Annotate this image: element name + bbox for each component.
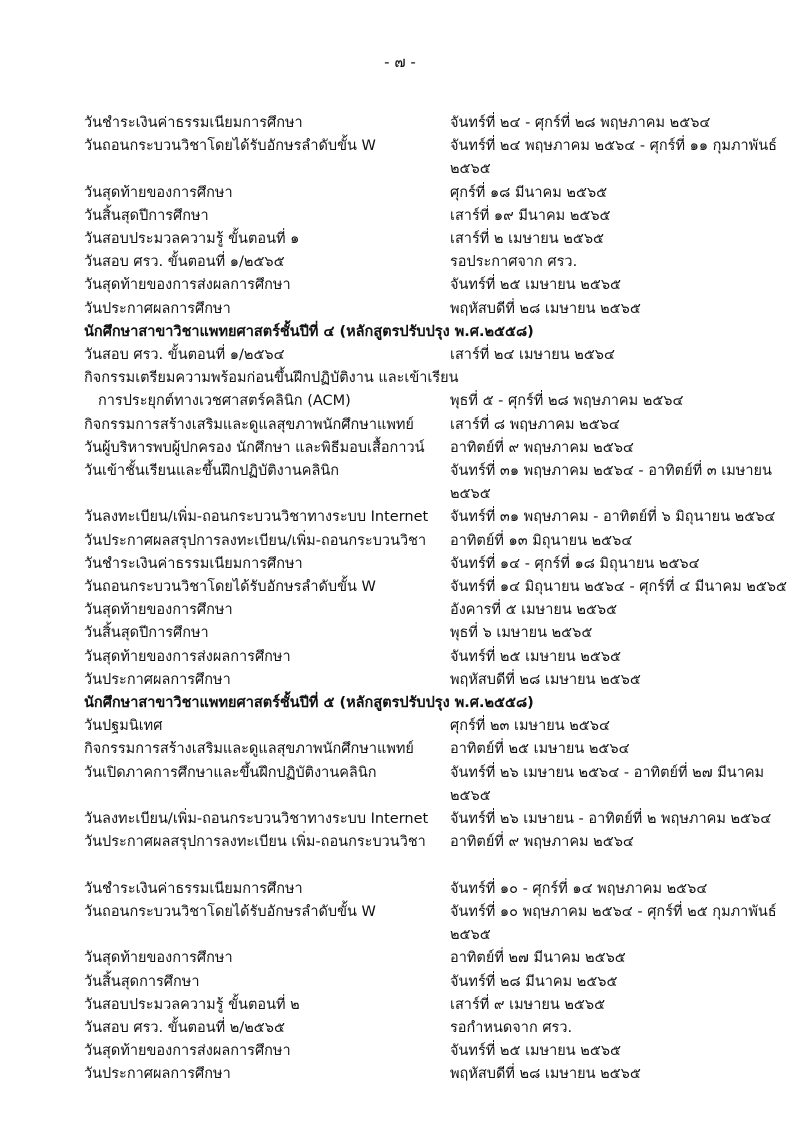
row-label: วันสุดท้ายของการส่งผลการศึกษา <box>84 648 291 665</box>
schedule-row <box>84 414 774 437</box>
schedule-row <box>84 460 774 483</box>
row-label: วันสอบ ศรว. ขั้นตอนที่ ๑/๒๕๖๕ <box>84 254 285 271</box>
schedule-row <box>84 947 774 970</box>
row-label: วันสอบ ศรว. ขั้นตอนที่ ๒/๒๕๖๕ <box>84 1019 285 1036</box>
row-date: พุธที่ ๕ - ศุกร์ที่ ๒๘ พฤษภาคม ๒๕๖๔ <box>450 393 684 410</box>
schedule-row <box>84 878 774 901</box>
row-date: จันทร์ที่ ๓๑ พฤษภาคม ๒๕๖๔ - อาทิตย์ที่ ๓ เมษายน <box>450 463 772 480</box>
schedule-row <box>84 135 778 158</box>
row-date: จันทร์ที่ ๒๕ เมษายน ๒๕๖๕ <box>450 1043 622 1060</box>
row-label: วันสิ้นสุดปีการศึกษา <box>84 207 209 224</box>
section-heading: นักศึกษาสาขาวิชาแพทยศาสตร์ชั้นปีที่ ๕ (หลักสูตรปรับปรุง พ.ศ.๒๕๕๘) <box>84 695 534 712</box>
row-date: เสาร์ที่ ๒๔ เมษายน ๒๕๖๔ <box>450 347 615 364</box>
row-date: พฤหัสบดีที่ ๒๘ เมษายน ๒๕๖๕ <box>450 300 641 317</box>
schedule-row <box>84 715 774 738</box>
row-date: จันทร์ที่ ๑๔ - ศุกร์ที่ ๑๘ มิถุนายน ๒๕๖๔ <box>450 555 700 572</box>
row-date: อาทิตย์ที่ ๒๕ เมษายน ๒๕๖๔ <box>450 741 630 758</box>
row-label: วันปฐมนิเทศ <box>84 718 163 735</box>
row-label: วันชำระเงินค่าธรรมเนียมการศึกษา <box>84 115 303 131</box>
blank-line <box>84 855 774 878</box>
schedule-row <box>84 901 777 924</box>
section-heading: นักศึกษาสาขาวิชาแพทยศาสตร์ชั้นปีที่ ๔ (หลักสูตรปรับปรุง พ.ศ.๒๕๕๘) <box>84 323 534 340</box>
row-label: วันสุดท้ายของการส่งผลการศึกษา <box>84 277 291 294</box>
schedule-row-continuation <box>84 924 774 947</box>
row-date: จันทร์ที่ ๒๕ เมษายน ๒๕๖๕ <box>450 648 622 665</box>
row-label: วันชำระเงินค่าธรรมเนียมการศึกษา <box>84 555 303 572</box>
row-label: วันสิ้นสุดปีการศึกษา <box>84 625 209 642</box>
schedule-row <box>84 506 774 529</box>
row-date: เสาร์ที่ ๒ เมษายน ๒๕๖๕ <box>450 231 605 248</box>
section-year4 <box>84 321 787 692</box>
row-label: กิจกรรมการสร้างเสริมและดูแลสุขภาพนักศึกษาแพทย์ <box>84 741 414 758</box>
schedule-row <box>84 274 774 297</box>
schedule-row <box>84 576 787 599</box>
row-date: อาทิตย์ที่ ๑๓ มิถุนายน ๒๕๖๔ <box>450 532 633 549</box>
page-number: - ๗ - <box>384 53 416 71</box>
row-label: วันลงทะเบียน/เพิ่ม-ถอนกระบวนวิชาทางระบบ Internet <box>84 811 429 828</box>
row-date: จันทร์ที่ ๒๘ มีนาคม ๒๕๖๕ <box>450 973 618 990</box>
row-date: จันทร์ที่ ๒๕ เมษายน ๒๕๖๕ <box>450 277 622 294</box>
row-label: วันชำระเงินค่าธรรมเนียมการศึกษา <box>84 880 303 897</box>
schedule-row <box>84 228 774 251</box>
schedule-row <box>84 599 774 622</box>
schedule-row <box>84 437 774 460</box>
section-year5 <box>84 692 777 1086</box>
row-date: จันทร์ที่ ๒๖ เมษายน ๒๕๖๔ - อาทิตย์ที่ ๒๗ มีนาคม <box>450 764 765 781</box>
row-label: วันสอบประมวลความรู้ ขั้นตอนที่ ๑ <box>84 231 300 248</box>
row-label: วันผู้บริหารพบผู้ปกครอง นักศึกษา และพิธีมอบเสื้อกาวน์ <box>84 439 425 456</box>
row-label: วันสอบประมวลความรู้ ขั้นตอนที่ ๒ <box>84 996 300 1013</box>
row-label: วันประกาศผลการศึกษา <box>84 671 231 688</box>
schedule-row <box>84 808 774 831</box>
row-date: พฤหัสบดีที่ ๒๘ เมษายน ๒๕๖๕ <box>450 671 641 688</box>
row-date: ศุกร์ที่ ๒๓ เมษายน ๒๕๖๔ <box>450 718 610 735</box>
row-label: วันสุดท้ายของการศึกษา <box>84 184 233 201</box>
row-date-continued: ๒๕๖๕ <box>450 927 491 944</box>
row-date: รอประกาศจาก ศรว. <box>450 254 578 271</box>
schedule-row <box>84 112 774 135</box>
row-label: วันสอบ ศรว. ขั้นตอนที่ ๑/๒๕๖๔ <box>84 347 285 364</box>
schedule-row <box>84 622 774 645</box>
schedule-row <box>84 251 774 274</box>
row-date: จันทร์ที่ ๑๔ มิถุนายน ๒๕๖๔ - ศุกร์ที่ ๔ มีนาคม ๒๕๖๕ <box>450 579 787 596</box>
row-label: วันประกาศผลสรุปการลงทะเบียน เพิ่ม-ถอนกระบวนวิชา <box>84 834 426 851</box>
schedule-row-continuation <box>84 158 774 181</box>
calendar-content <box>84 112 787 1087</box>
row-label: วันถอนกระบวนวิชาโดยได้รับอักษรลำดับขั้น W <box>84 579 376 596</box>
row-label: วันเปิดภาคการศึกษาและขึ้นฝึกปฏิบัติงานคลินิก <box>84 764 377 781</box>
schedule-row <box>84 553 774 576</box>
row-date: รอกำหนดจาก ศรว. <box>450 1019 573 1036</box>
row-date: จันทร์ที่ ๒๖ เมษายน - อาทิตย์ที่ ๒ พฤษภาคม ๒๕๖๔ <box>450 811 772 828</box>
schedule-row <box>84 646 774 669</box>
row-date: อังคารที่ ๕ เมษายน ๒๕๖๕ <box>450 602 618 619</box>
schedule-row <box>84 994 774 1017</box>
row-date: พฤหัสบดีที่ ๒๘ เมษายน ๒๕๖๕ <box>450 1066 641 1083</box>
row-date: จันทร์ที่ ๓๑ พฤษภาคม - อาทิตย์ที่ ๖ มิถุนายน ๒๕๖๔ <box>450 509 776 526</box>
schedule-row <box>84 738 774 761</box>
row-date: เสาร์ที่ ๘ พฤษภาคม ๒๕๖๔ <box>450 416 620 433</box>
schedule-row <box>84 530 774 553</box>
row-label: กิจกรรมการสร้างเสริมและดูแลสุขภาพนักศึกษาแพทย์ <box>84 416 414 433</box>
schedule-row <box>84 1017 774 1040</box>
schedule-row-continuation <box>84 785 774 808</box>
schedule-row <box>84 1063 774 1086</box>
row-label-continued: การประยุกต์ทางเวชศาสตร์คลินิก (ACM) <box>98 393 351 410</box>
row-date-continued: ๒๕๖๕ <box>450 787 491 804</box>
schedule-row <box>84 1040 774 1063</box>
schedule-row <box>84 205 774 228</box>
row-label: วันเข้าชั้นเรียนและขึ้นฝึกปฏิบัติงานคลินิก <box>84 463 340 480</box>
row-label: กิจกรรมเตรียมความพร้อมก่อนขึ้นฝึกปฏิบัติงาน และเข้าเรียน <box>84 370 459 387</box>
row-date: จันทร์ที่ ๑๐ พฤษภาคม ๒๕๖๔ - ศุกร์ที่ ๒๕ กุมภาพันธ์ <box>450 903 777 920</box>
row-label: วันถอนกระบวนวิชาโดยได้รับอักษรลำดับขั้น W <box>84 138 376 155</box>
row-date: จันทร์ที่ ๒๔ - ศุกร์ที่ ๒๘ พฤษภาคม ๒๕๖๔ <box>450 115 711 131</box>
schedule-row <box>84 831 774 854</box>
row-label: วันสิ้นสุดการศึกษา <box>84 973 200 990</box>
row-label: วันถอนกระบวนวิชาโดยได้รับอักษรลำดับขั้น W <box>84 903 376 920</box>
schedule-row <box>84 182 774 205</box>
schedule-row <box>84 344 774 367</box>
row-date: พุธที่ ๖ เมษายน ๒๕๖๕ <box>450 625 593 642</box>
schedule-row <box>84 669 774 692</box>
section-top <box>84 112 778 321</box>
row-date: จันทร์ที่ ๑๐ - ศุกร์ที่ ๑๔ พฤษภาคม ๒๕๖๔ <box>450 880 708 897</box>
row-date-continued: ๒๕๖๕ <box>450 486 491 503</box>
row-label: วันประกาศผลการศึกษา <box>84 1066 231 1083</box>
row-label: วันสุดท้ายของการศึกษา <box>84 602 233 619</box>
row-label: วันลงทะเบียน/เพิ่ม-ถอนกระบวนวิชาทางระบบ Internet <box>84 509 429 526</box>
row-date: เสาร์ที่ ๑๙ มีนาคม ๒๕๖๕ <box>450 207 611 224</box>
row-date: อาทิตย์ที่ ๙ พฤษภาคม ๒๕๖๔ <box>450 439 634 456</box>
schedule-row-continuation <box>84 390 774 413</box>
row-label: วันสุดท้ายของการศึกษา <box>84 950 233 967</box>
row-date-continued: ๒๕๖๕ <box>450 161 491 178</box>
row-date: จันทร์ที่ ๒๔ พฤษภาคม ๒๕๖๔ - ศุกร์ที่ ๑๑ กุมภาพันธ์ <box>450 138 778 155</box>
schedule-row <box>84 367 774 390</box>
row-date: อาทิตย์ที่ ๙ พฤษภาคม ๒๕๖๔ <box>450 834 634 851</box>
schedule-row <box>84 971 774 994</box>
row-date: อาทิตย์ที่ ๒๗ มีนาคม ๒๕๖๕ <box>450 950 626 967</box>
schedule-row <box>84 762 774 785</box>
row-date: เสาร์ที่ ๙ เมษายน ๒๕๖๕ <box>450 996 606 1013</box>
schedule-row-continuation <box>84 483 774 506</box>
row-label: วันประกาศผลสรุปการลงทะเบียน/เพิ่ม-ถอนกระบวนวิชา <box>84 532 427 549</box>
schedule-row <box>84 298 774 321</box>
row-label: วันสุดท้ายของการส่งผลการศึกษา <box>84 1043 291 1060</box>
row-label: วันประกาศผลการศึกษา <box>84 300 231 317</box>
row-date: ศุกร์ที่ ๑๘ มีนาคม ๒๕๖๕ <box>450 184 608 201</box>
